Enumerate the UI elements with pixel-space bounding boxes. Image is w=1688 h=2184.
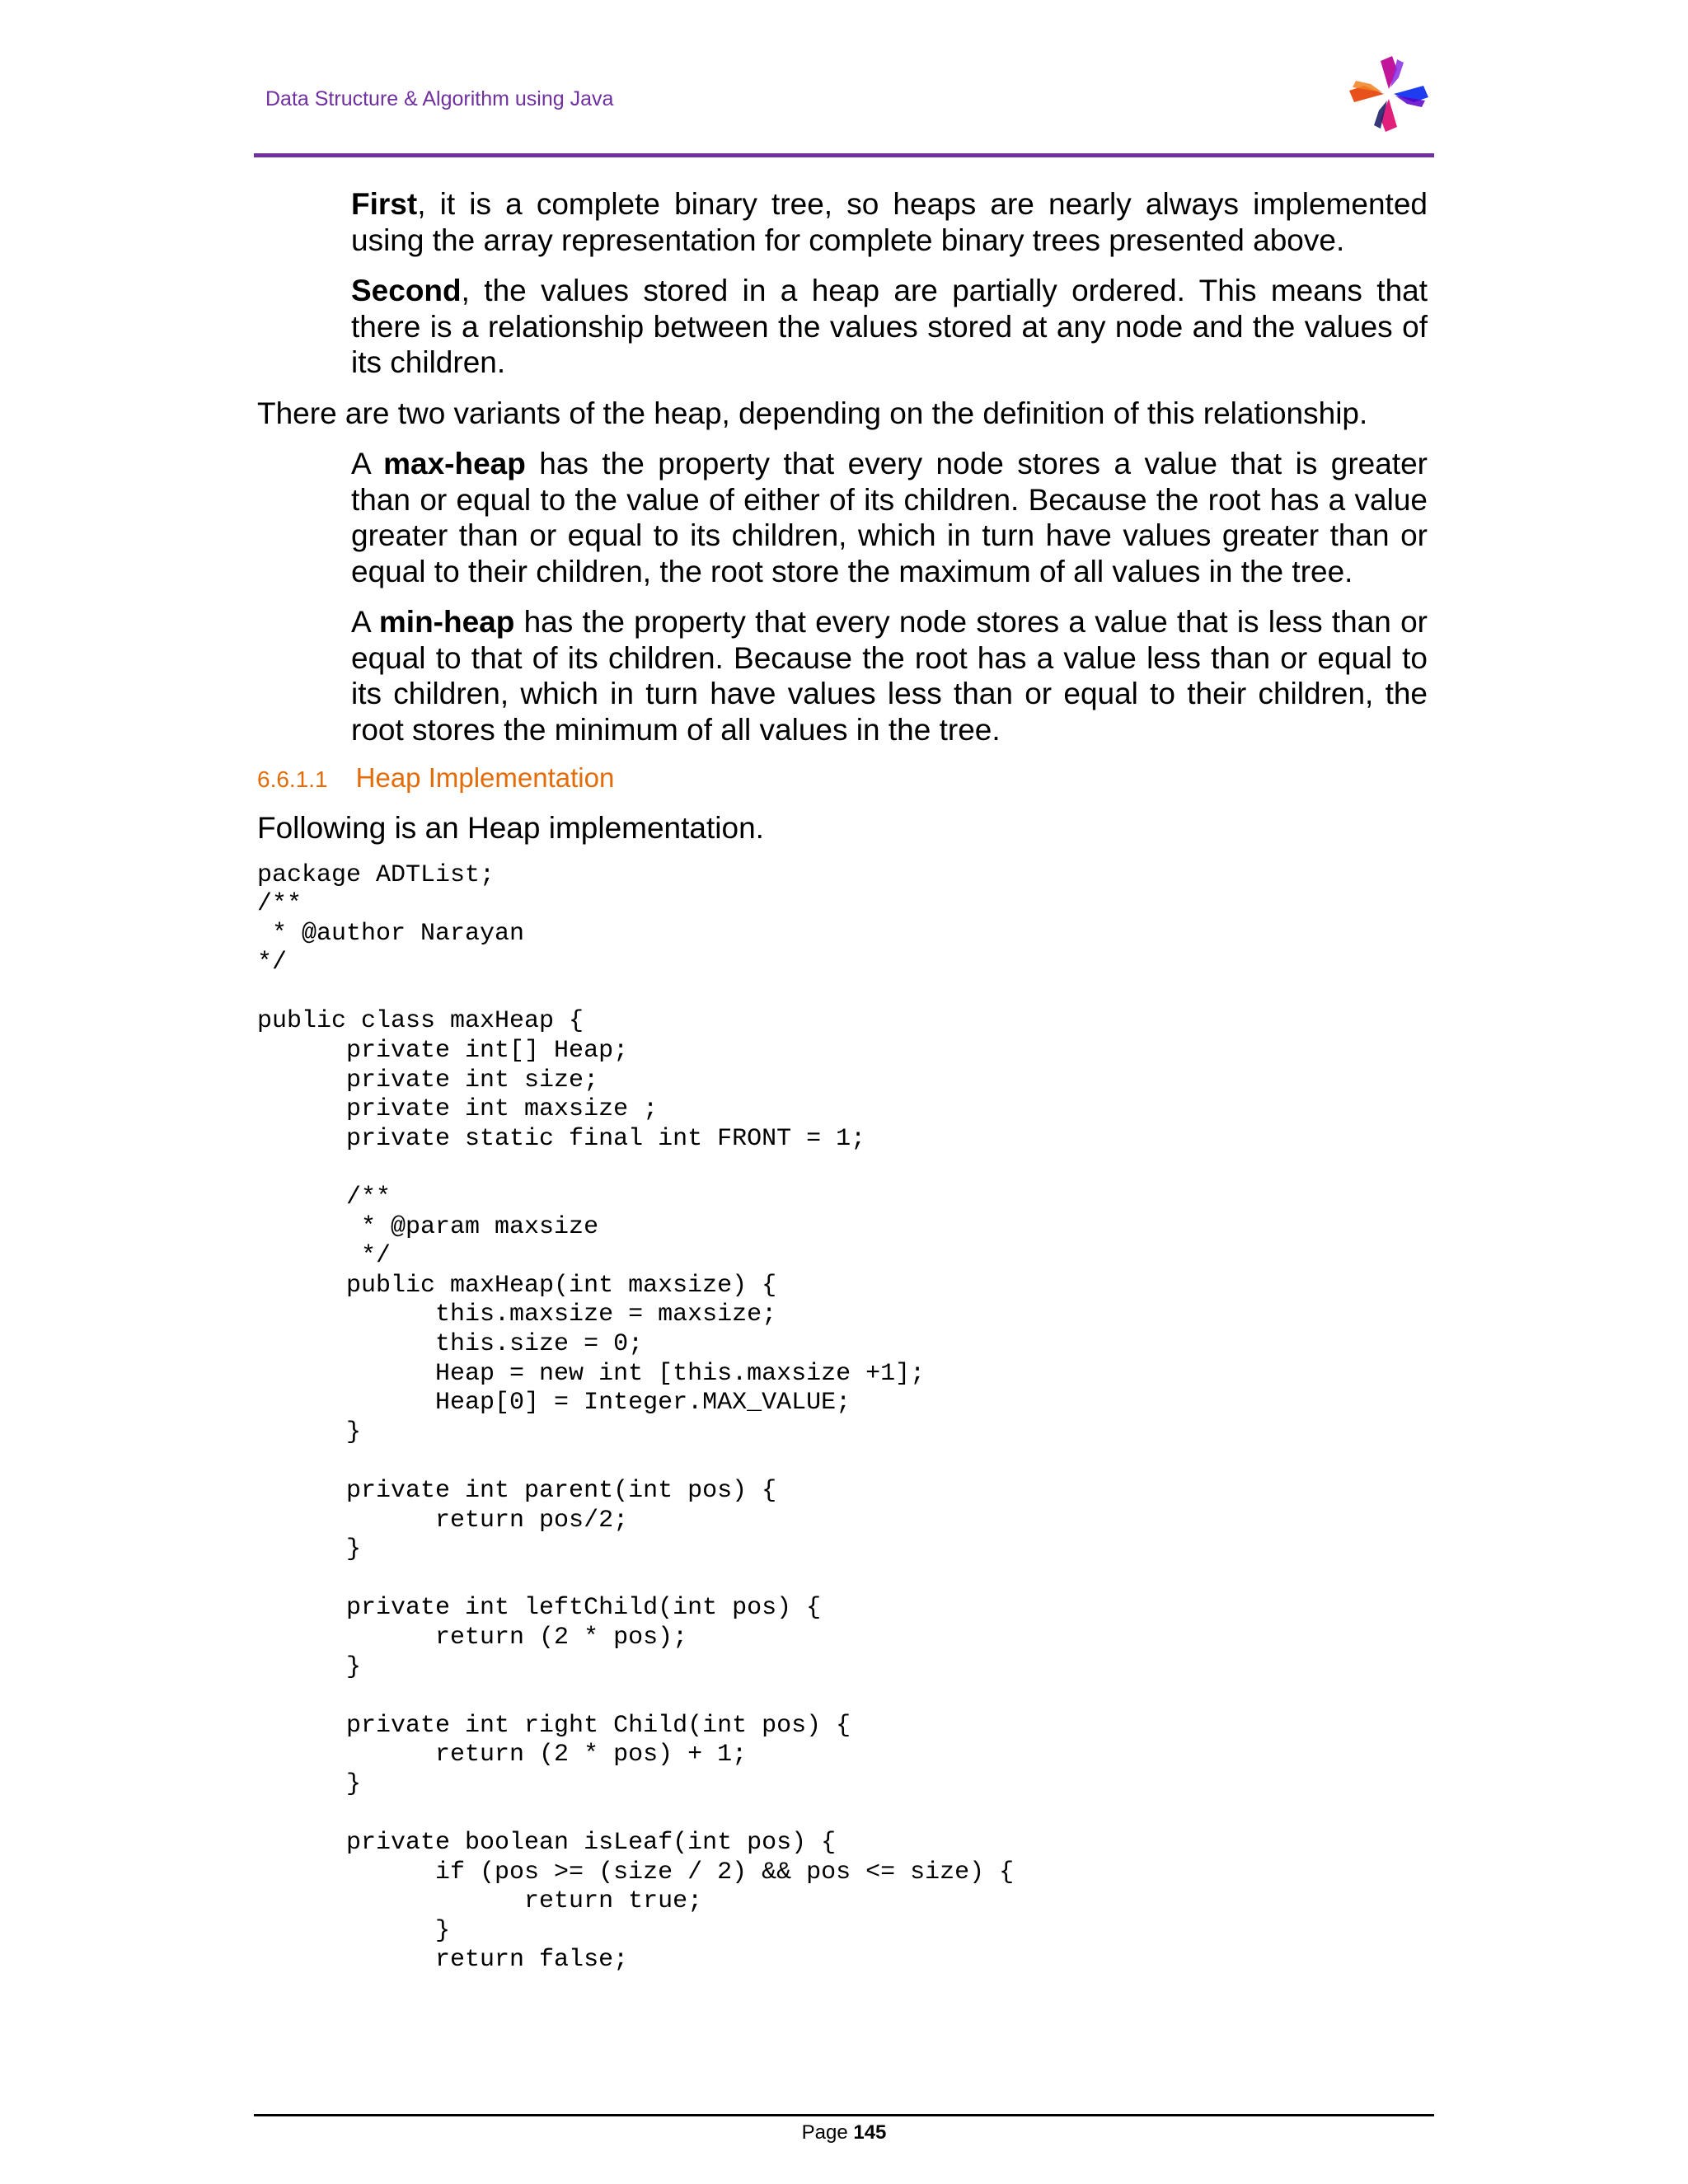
paragraph-min-heap: A min-heap has the property that every node stores a value that is less than or equal to that of its children. Because the root has a value less than or equal to its children, which in turn have values less than or equal to their children, the root stores the minimum of all values in the tree. — [351, 605, 1428, 747]
paragraph-second: Second, the values stored in a heap are partially ordered. This means that there is a relationship between the values stored at any node and the values of its children. — [351, 274, 1428, 379]
page-label: Page — [801, 2121, 848, 2144]
pinwheel-logo-icon — [1343, 53, 1434, 135]
section-number: 6.6.1.1 — [257, 766, 328, 792]
section-title: Heap Implementation — [355, 762, 615, 793]
page-footer — [0, 2121, 1688, 2144]
paragraph-first: First, it is a complete binary tree, so heaps are nearly always implemented using the array representation for complete binary trees presented above. — [351, 187, 1428, 257]
footer-rule — [254, 2114, 1434, 2116]
page-body — [257, 186, 1428, 1975]
page-number: 145 — [853, 2121, 887, 2144]
paragraph-variants: There are two variants of the heap, depending on the definition of this relationship. — [257, 396, 1368, 430]
section-heading — [257, 762, 1428, 794]
intro-text: Following is an Heap implementation. — [257, 811, 764, 845]
header-rule — [254, 153, 1434, 157]
page-header-title: Data Structure & Algorithm using Java — [265, 87, 614, 110]
code-listing: package ADTList; /** * @author Narayan */ public class maxHeap { private int[] Heap; private int size; private int maxsize ; private static final int FRONT = 1; /** * @param maxsize */ public maxHeap(int maxsize) { this.maxsize = maxsize; this.size = 0; Heap = new int [this.maxsize +1]; Heap[0] = Integer.MAX_VALUE; } private int parent(int pos) { return pos/2; } private int leftChild(int pos) { return (2 * pos); } private int right Child(int pos) { return (2 * pos) + 1; } private boolean isLeaf(int pos) { if (pos >= (size / 2) && pos <= size) { return true; } return false; — [257, 860, 1015, 1975]
paragraph-max-heap: A max-heap has the property that every node stores a value that is greater than or equal to the value of either of its children. Because the root has a value greater than or equal to its children, which in turn have values greater than or equal to their children, the root store the maximum of all values in the tree. — [351, 447, 1428, 588]
